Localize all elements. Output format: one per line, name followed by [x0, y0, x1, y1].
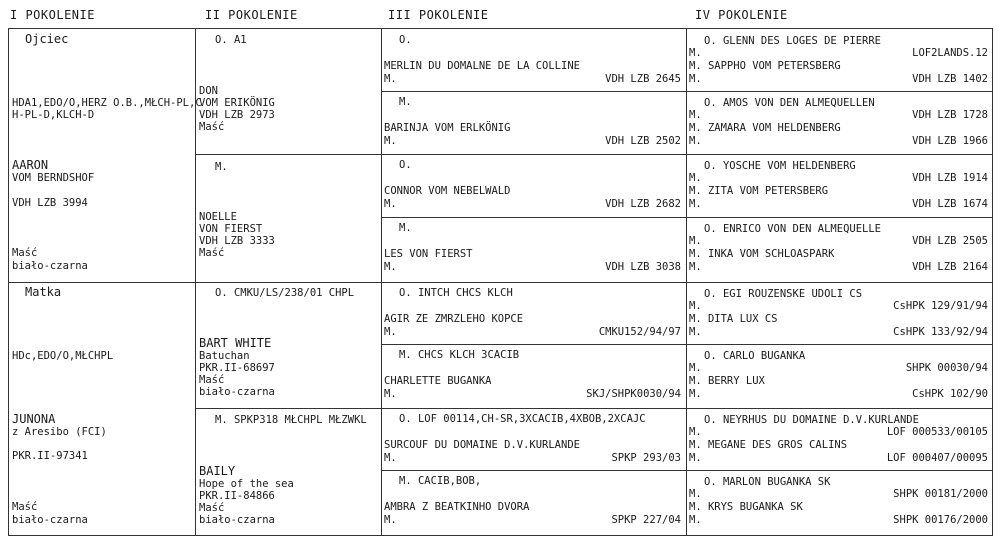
- gen2-name: BAILY: [199, 464, 236, 478]
- matka-titles: HDc,EDO/O,MŁCHPL: [12, 350, 114, 362]
- gen4-m-label: M.: [689, 198, 702, 210]
- gen3-titles: M. CACIB,BOB,: [399, 475, 482, 487]
- gen3-m-label: M.: [384, 198, 397, 210]
- gen3-name: SURCOUF DU DOMAINE D.V.KURLANDE: [384, 439, 580, 451]
- gen4-dam-reg: VDH LZB 1674: [912, 198, 988, 210]
- header-gen1: I POKOLENIE: [10, 8, 95, 22]
- gen4-dam: M. KRYS BUGANKA SK: [689, 501, 803, 513]
- sire-color: biało-czarna: [12, 260, 88, 272]
- gen4-dam: M. BERRY LUX: [689, 375, 765, 387]
- gen4-m-label: M.: [689, 109, 702, 121]
- gen3-name: MERLIN DU DOMALNE DE LA COLLINE: [384, 60, 580, 72]
- gen2-masc: Maść: [199, 374, 225, 386]
- gen3-cell: [382, 344, 685, 406]
- gen3-titles: O. INTCH CHCS KLCH: [399, 287, 513, 299]
- gen4-sire: O. YOSCHE VOM HELDENBERG: [704, 160, 856, 172]
- gen3-titles: O.: [399, 159, 412, 171]
- gen4-cell: [687, 154, 992, 216]
- gen4-cell: [687, 91, 992, 153]
- gen3-cell: [382, 91, 685, 153]
- gen4-sire-reg: SHPK 00030/94: [905, 362, 988, 374]
- gen4-dam: M. ZITA VOM PETERSBERG: [689, 185, 829, 197]
- gen2-reg: PKR.II-84866: [199, 490, 275, 502]
- gen4-m-label: M.: [689, 300, 702, 312]
- gen2-reg: VDH LZB 2973: [199, 109, 275, 121]
- gen4-dam: M. DITA LUX CS: [689, 313, 778, 325]
- dam-reg: PKR.II-97341: [12, 450, 88, 462]
- gen4-dam: M. ZAMARA VOM HELDENBERG: [689, 122, 841, 134]
- gen4-m-label: M.: [689, 261, 702, 273]
- gen4-sire: O. AMOS VON DEN ALMEQUELLEN: [704, 97, 875, 109]
- gen2-name: BART WHITE: [199, 336, 272, 350]
- gen3-m-label: M.: [384, 73, 397, 85]
- sire-name: AARON: [12, 158, 49, 172]
- gen4-cell: [687, 470, 992, 532]
- gen2-reg: VDH LZB 3333: [199, 235, 275, 247]
- gen3-reg: SPKP 227/04: [611, 514, 681, 526]
- header-gen4: IV POKOLENIE: [695, 8, 788, 22]
- gen4-sire-reg: CsHPK 129/91/94: [893, 300, 988, 312]
- gen4-dam-reg: VDH LZB 2164: [912, 261, 988, 273]
- gen2-titles: O. CMKU/LS/238/01 CHPL: [215, 287, 355, 299]
- gen4-m-label: M.: [689, 488, 702, 500]
- gen2-titles: O. A1: [215, 34, 247, 46]
- gen2-kennel: VON FIERST: [199, 223, 263, 235]
- gen4-dam-reg: VDH LZB 1966: [912, 135, 988, 147]
- gen3-m-label: M.: [384, 326, 397, 338]
- gen2-titles: M.: [215, 161, 228, 173]
- gen3-cell: [382, 29, 685, 91]
- gen3-titles: M. CHCS KLCH 3CACIB: [399, 349, 520, 361]
- ojciec-titles: HDA1,EDO/O,HERZ O.B.,MŁCH-PL,C: [12, 97, 202, 109]
- gen2-color: biało-czarna: [199, 514, 275, 526]
- ojciec-titles: H-PL-D,KLCH-D: [12, 109, 95, 121]
- gen2-titles: M. SPKP318 MŁCHPL MŁZWKL: [215, 414, 367, 426]
- gen4-m-label: M.: [689, 47, 702, 59]
- gen4-sire: O. GLENN DES LOGES DE PIERRE: [704, 35, 882, 47]
- gen3-reg: SPKP 293/03: [611, 452, 681, 464]
- gen4-dam-reg: CsHPK 102/90: [912, 388, 988, 400]
- gen3-titles: M.: [399, 222, 412, 234]
- gen2-masc: Maść: [199, 247, 225, 259]
- gen3-m-label: M.: [384, 261, 397, 273]
- gen4-sire-reg: VDH LZB 1728: [912, 109, 988, 121]
- gen4-m-label: M.: [689, 388, 702, 400]
- gen4-dam: M. INKA VOM SCHLOASPARK: [689, 248, 835, 260]
- gen4-cell: [687, 344, 992, 406]
- gen3-titles: O. LOF 00114,CH-SR,3XCACIB,4XBOB,2XCAJC: [399, 413, 646, 425]
- gen3-reg: VDH LZB 2502: [605, 135, 681, 147]
- gen4-m-label: M.: [689, 235, 702, 247]
- gen3-name: AMBRA Z BEATKINHO DVORA: [384, 501, 530, 513]
- gen4-sire-reg: LOF2LANDS.12: [912, 47, 988, 59]
- pedigree-table: [8, 28, 993, 536]
- gen4-cell: [687, 217, 992, 279]
- gen4-m-label: M.: [689, 172, 702, 184]
- gen4-m-label: M.: [689, 326, 702, 338]
- gen3-cell: [382, 154, 685, 216]
- gen4-sire-reg: LOF 000533/00105: [886, 426, 988, 438]
- gen3-cell: [382, 408, 685, 470]
- gen3-cell: [382, 470, 685, 532]
- gen2-masc: Maść: [199, 121, 225, 133]
- gen3-reg: CMKU152/94/97: [598, 326, 681, 338]
- gen4-sire-reg: SHPK 00181/2000: [893, 488, 988, 500]
- gen3-titles: M.: [399, 96, 412, 108]
- gen2-reg: PKR.II-68697: [199, 362, 275, 374]
- header-gen3: III POKOLENIE: [388, 8, 489, 22]
- gen2-kennel: Batuchan: [199, 350, 250, 362]
- gen4-sire: O. NEYRHUS DU DOMAINE D.V.KURLANDE: [704, 414, 919, 426]
- gen3-name: AGIR ZE ZMRZLEHO KOPCE: [384, 313, 524, 325]
- dam-kennel: z Aresibo (FCI): [12, 426, 107, 438]
- gen3-m-label: M.: [384, 388, 397, 400]
- gen3-m-label: M.: [384, 452, 397, 464]
- gen3-m-label: M.: [384, 514, 397, 526]
- gen3-reg: VDH LZB 3038: [605, 261, 681, 273]
- header-gen2: II POKOLENIE: [205, 8, 298, 22]
- gen2-masc: Maść: [199, 502, 225, 514]
- gen4-sire: O. EGI ROUZENSKE UDOLI CS: [704, 288, 863, 300]
- gen4-dam: M. SAPPHO VOM PETERSBERG: [689, 60, 841, 72]
- gen3-reg: SKJ/SHPK0030/94: [586, 388, 681, 400]
- gen4-dam-reg: SHPK 00176/2000: [893, 514, 988, 526]
- gen4-m-label: M.: [689, 73, 702, 85]
- ojciec-label: Ojciec: [25, 32, 69, 46]
- gen4-m-label: M.: [689, 362, 702, 374]
- gen4-sire: O. MARLON BUGANKA SK: [704, 476, 831, 488]
- gen3-name: BARINJA VOM ERLKÖNIG: [384, 122, 511, 134]
- gen4-m-label: M.: [689, 426, 702, 438]
- gen2-name: NOELLE: [199, 211, 237, 223]
- gen4-dam: M. MEGANE DES GROS CALINS: [689, 439, 848, 451]
- gen4-dam-reg: VDH LZB 1402: [912, 73, 988, 85]
- gen4-m-label: M.: [689, 514, 702, 526]
- matka-label: Matka: [25, 285, 62, 299]
- sire-reg: VDH LZB 3994: [12, 197, 88, 209]
- sire-kennel: VOM BERNDSHOF: [12, 172, 95, 184]
- gen3-m-label: M.: [384, 135, 397, 147]
- gen4-cell: [687, 408, 992, 470]
- gen2-name: DON: [199, 85, 218, 97]
- gen2-kennel: Hope of the sea: [199, 478, 294, 490]
- sire-masc: Maść: [12, 247, 38, 259]
- gen4-m-label: M.: [689, 452, 702, 464]
- gen2-kennel: VOM ERIKÖNIG: [199, 97, 275, 109]
- gen3-titles: O.: [399, 34, 412, 46]
- gen4-sire-reg: VDH LZB 2505: [912, 235, 988, 247]
- dam-color: biało-czarna: [12, 514, 88, 526]
- gen3-name: CONNOR VOM NEBELWALD: [384, 185, 511, 197]
- gen4-dam-reg: LOF 000407/00095: [886, 452, 988, 464]
- gen3-name: LES VON FIERST: [384, 248, 473, 260]
- dam-name: JUNONA: [12, 412, 56, 426]
- gen4-cell: [687, 282, 992, 344]
- gen4-sire: O. CARLO BUGANKA: [704, 350, 806, 362]
- gen2-color: biało-czarna: [199, 386, 275, 398]
- gen3-reg: VDH LZB 2645: [605, 73, 681, 85]
- dam-masc: Maść: [12, 501, 38, 513]
- gen3-cell: [382, 282, 685, 344]
- gen4-sire-reg: VDH LZB 1914: [912, 172, 988, 184]
- gen4-cell: [687, 29, 992, 91]
- gen4-dam-reg: CsHPK 133/92/94: [893, 326, 988, 338]
- gen3-name: CHARLETTE BUGANKA: [384, 375, 492, 387]
- gen3-reg: VDH LZB 2682: [605, 198, 681, 210]
- gen4-sire: O. ENRICO VON DEN ALMEQUELLE: [704, 223, 882, 235]
- gen4-m-label: M.: [689, 135, 702, 147]
- gen3-cell: [382, 217, 685, 279]
